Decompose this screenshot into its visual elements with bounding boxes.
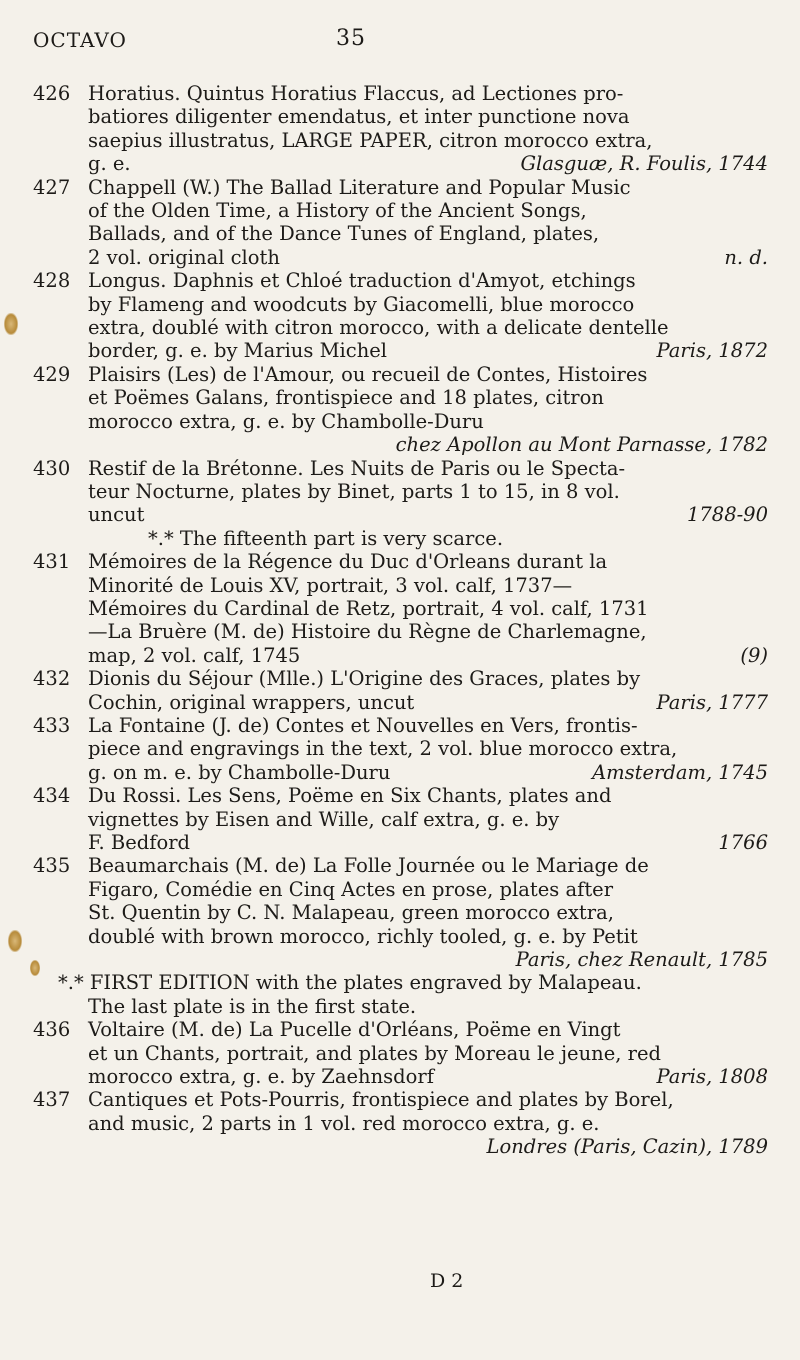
lot-description-line: et un Chants, portrait, and plates by Moreau le jeune, red [88,1041,661,1065]
lot-imprint: Londres (Paris, Cazin), 1789 [486,1135,768,1159]
lot-description-line: Dionis du Séjour (Mlle.) L'Origine des Graces, plates by [88,667,641,691]
lot-number: 427 [33,175,71,199]
lot-number: 434 [33,784,71,808]
lot-imprint: Paris, chez Renault, 1785 [515,948,768,972]
lot-number: 426 [33,82,71,105]
lot-imprint-line [88,691,768,714]
lot-imprint: 1788-90 [686,503,768,527]
lot-imprint-line [88,152,768,175]
lot-imprint: Amsterdam, 1745 [592,760,768,784]
lot-imprint-line [88,339,768,362]
lot-description-line: Horatius. Quintus Horatius Flaccus, ad Lectiones pro- [88,82,624,105]
page-stain [4,313,18,335]
lot-imprint: Paris, 1777 [656,690,768,714]
section-title: OCTAVO [33,28,127,52]
lot-entry [33,714,768,784]
lot-description-line: doublé with brown morocco, richly tooled, g. e. by Petit [88,924,638,948]
lot-number: 433 [33,713,71,737]
lot-binding: morocco extra, g. e. by Zaehnsdorf [88,1065,434,1089]
lot-entry [33,854,768,1018]
lot-imprint: n. d. [724,245,768,269]
lot-number: 430 [33,456,71,480]
lot-number: 428 [33,269,71,293]
lot-description-line: of the Olden Time, a History of the Ancient Songs, [88,199,587,223]
lot-imprint-line [88,644,768,667]
lot-binding: uncut [88,503,145,527]
lot-description-line: St. Quentin by C. N. Malapeau, green morocco extra, [88,901,614,925]
lot-imprint-line [88,433,768,456]
lot-description-line: Mémoires du Cardinal de Retz, portrait, 4 vol. calf, 1731 [88,596,649,620]
lot-imprint-line [88,831,768,854]
page-number: 35 [336,26,366,51]
lot-entry [33,176,768,270]
lot-description-line: saepius illustratus, LARGE PAPER, citron morocco extra, [88,128,653,152]
lot-imprint: 1766 [718,831,768,854]
lot-description-line: La Fontaine (J. de) Contes et Nouvelles en Vers, frontis- [88,713,638,737]
lot-entry [33,82,768,176]
lot-number: 429 [33,362,71,386]
lot-number: 437 [33,1088,71,1112]
lot-imprint: chez Apollon au Mont Parnasse, 1782 [395,433,768,457]
lot-imprint: (9) [740,643,768,667]
lot-description-line: Du Rossi. Les Sens, Poëme en Six Chants, plates and [88,784,612,808]
lot-description-line: Longus. Daphnis et Chloé traduction d'Amyot, etchings [88,269,636,293]
lot-entry [33,363,768,457]
lot-note: The last plate is in the first state. [88,994,417,1018]
lot-imprint-line [88,1135,768,1158]
lot-description-line: morocco extra, g. e. by Chambolle-Duru [88,409,484,433]
lot-description-line: piece and engravings in the text, 2 vol. blue morocco extra, [88,737,678,761]
lot-note: *.* FIRST EDITION with the plates engraved by Malapeau. [58,971,642,995]
lot-number: 435 [33,854,71,878]
lot-entry [33,269,768,363]
lot-description-line: by Flameng and woodcuts by Giacomelli, blue morocco [88,292,635,316]
lot-imprint-line [88,1065,768,1088]
lot-entry [33,457,768,551]
lot-number: 436 [33,1018,71,1042]
lot-description-line: extra, doublé with citron morocco, with a delicate dentelle [88,316,669,340]
lot-entry [33,667,768,714]
lot-description-line: vignettes by Eisen and Wille, calf extra, g. e. by [88,807,560,831]
lot-description-line: Figaro, Comédie en Cinq Actes en prose, plates after [88,877,614,901]
lot-note: *.* The fifteenth part is very scarce. [148,526,504,550]
lot-binding: border, g. e. by Marius Michel [88,339,388,363]
lot-imprint-line [88,761,768,784]
lot-description-line: Ballads, and of the Dance Tunes of England, plates, [88,222,600,246]
lot-description-line: Minorité de Louis XV, portrait, 3 vol. calf, 1737— [88,573,573,597]
lot-entry [33,1088,768,1158]
lot-imprint-line [88,948,768,971]
lot-imprint: Glasguæ, R. Foulis, 1744 [520,152,768,176]
lot-binding: g. e. [88,152,131,176]
lot-description-line: Cantiques et Pots-Pourris, frontispiece and plates by Borel, [88,1088,674,1112]
lot-binding: g. on m. e. by Chambolle-Duru [88,760,391,784]
lot-description-line: Chappell (W.) The Ballad Literature and Popular Music [88,175,631,199]
lot-description-line: Beaumarchais (M. de) La Folle Journée ou le Mariage de [88,854,649,878]
lot-description-line: Restif de la Brétonne. Les Nuits de Paris ou le Specta- [88,456,626,480]
lot-entry [33,784,768,854]
lot-description-line: et Poëmes Galans, frontispiece and 18 plates, citron [88,386,604,410]
lot-description-line: Voltaire (M. de) La Pucelle d'Orléans, Poëme en Vingt [88,1018,621,1042]
lot-binding: 2 vol. original cloth [88,245,280,269]
lot-imprint: Paris, 1872 [656,339,768,363]
lot-imprint-line [88,246,768,269]
lot-description-line: and music, 2 parts in 1 vol. red morocco extra, g. e. [88,1111,600,1135]
lot-number: 431 [33,550,71,574]
lot-list [33,82,768,1159]
signature-mark: D 2 [430,1270,464,1292]
lot-number: 432 [33,667,71,691]
lot-description-line: teur Nocturne, plates by Binet, parts 1 to 15, in 8 vol. [88,479,620,503]
lot-binding: F. Bedford [88,831,191,854]
lot-description-line: Mémoires de la Régence du Duc d'Orleans durant la [88,550,608,574]
lot-entry [33,1018,768,1088]
lot-binding: Cochin, original wrappers, uncut [88,690,415,714]
lot-description-line: Plaisirs (Les) de l'Amour, ou recueil de Contes, Histoires [88,362,648,386]
lot-imprint: Paris, 1808 [656,1065,768,1089]
lot-binding: map, 2 vol. calf, 1745 [88,643,301,667]
page-stain [8,930,22,952]
lot-entry [33,550,768,667]
lot-description-line: —La Bruère (M. de) Histoire du Règne de Charlemagne, [88,620,647,644]
running-header [33,28,763,60]
lot-description-line: batiores diligenter emendatus, et inter punctione nova [88,105,630,129]
lot-imprint-line [88,503,768,526]
